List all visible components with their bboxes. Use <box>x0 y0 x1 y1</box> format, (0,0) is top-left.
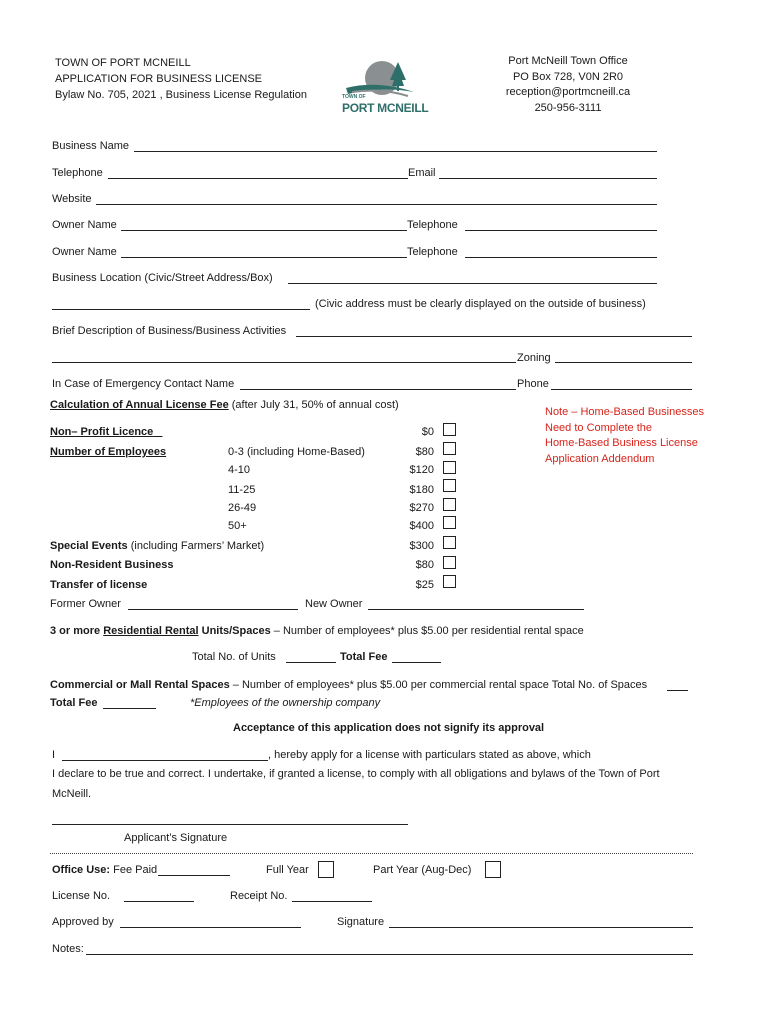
commercial-bold: Commercial or Mall Rental Spaces <box>50 679 230 691</box>
phone-label: Phone <box>517 378 549 390</box>
email-label: Email <box>408 167 436 179</box>
description-input[interactable] <box>296 336 692 337</box>
transfer-label: Transfer of license <box>50 579 148 591</box>
full-year-checkbox[interactable] <box>318 861 334 878</box>
zoning-label: Zoning <box>517 352 551 364</box>
checkbox-nonprofit[interactable] <box>443 423 456 436</box>
declaration-i: I <box>52 749 56 761</box>
applicant-signature-label: Applicant’s Signature <box>124 832 228 844</box>
fee-heading <box>50 399 399 411</box>
special-events-text: Special Events <box>50 540 128 552</box>
checkbox-4-10[interactable] <box>443 461 456 474</box>
checkbox-transfer[interactable] <box>443 575 456 588</box>
acceptance-notice: Acceptance of this application does not signify its approval <box>233 722 545 734</box>
office-phone: 250-956-3111 <box>534 101 602 114</box>
commercial-text: – Number of employees* plus $5.00 per commercial rental space Total No. of Spaces <box>232 679 648 691</box>
checkbox-50-plus[interactable] <box>443 516 456 529</box>
email-input[interactable] <box>439 178 657 179</box>
zoning-input[interactable] <box>555 362 692 363</box>
special-events-label <box>50 540 264 552</box>
special-events-note: (including Farmers’ Market) <box>130 540 265 552</box>
telephone-input[interactable] <box>108 178 408 179</box>
res-prefix: 3 or more <box>50 625 101 637</box>
fee-50-plus: $400 <box>409 520 434 532</box>
header-left <box>55 55 307 103</box>
fee-nonprofit: $0 <box>421 426 434 438</box>
location-input[interactable] <box>288 283 657 284</box>
residential-rental-line <box>50 625 584 637</box>
fee-transfer: $25 <box>415 579 434 591</box>
business-name-input[interactable] <box>134 151 657 152</box>
receipt-no-input[interactable] <box>292 901 372 902</box>
fee-heading-title: Calculation of Annual License Fee <box>50 399 229 411</box>
range-11-25: 11-25 <box>228 484 256 496</box>
port-mcneill-logo <box>338 58 429 122</box>
fee-26-49: $270 <box>409 502 434 514</box>
office-signature-input[interactable] <box>389 927 693 928</box>
range-26-49: 26-49 <box>228 502 257 514</box>
fee-paid-label: Fee Paid <box>113 864 158 876</box>
non-resident-label: Non-Resident Business <box>50 559 174 571</box>
total-spaces-input[interactable] <box>667 690 688 691</box>
former-owner-input[interactable] <box>128 609 298 610</box>
note-line-1: Note – Home-Based Businesses <box>545 406 704 418</box>
office-divider <box>50 853 693 854</box>
owner-telephone-label-1: Telephone <box>407 219 458 231</box>
commercial-total-fee-input[interactable] <box>103 708 156 709</box>
phone-input[interactable] <box>551 389 692 390</box>
owner-telephone-label-2: Telephone <box>407 246 458 258</box>
town-name: TOWN OF PORT MCNEILL <box>55 57 191 69</box>
owner-telephone-input-1[interactable] <box>465 230 657 231</box>
owner-name-label-1: Owner Name <box>52 219 117 231</box>
checkbox-11-25[interactable] <box>443 479 456 492</box>
part-year-label: Part Year (Aug-Dec) <box>373 864 472 876</box>
license-no-label: License No. <box>52 890 111 902</box>
telephone-label: Telephone <box>52 167 103 179</box>
license-no-input[interactable] <box>124 901 194 902</box>
fee-0-3: $80 <box>415 446 434 458</box>
fee-special-events: $300 <box>409 540 434 552</box>
res-bold-rest: Units/Spaces <box>201 625 271 637</box>
logo-small-text: TOWN OF <box>342 94 366 100</box>
office-use-label: Office Use: <box>52 864 111 876</box>
range-4-10: 4-10 <box>228 464 251 476</box>
new-owner-input[interactable] <box>368 609 584 610</box>
emergency-label: In Case of Emergency Contact Name <box>52 378 235 390</box>
declaration-line-2: I declare to be true and correct. I undertake, if granted a license, to comply with all obligations and bylaws of the Town of Port <box>52 768 660 780</box>
fee-11-25: $180 <box>409 484 434 496</box>
employees-note: *Employees of the ownership company <box>190 697 381 709</box>
office-box: PO Box 728, V0N 2R0 <box>512 70 624 83</box>
note-line-2: Need to Complete the <box>545 421 653 434</box>
nonprofit-label <box>50 426 162 438</box>
checkbox-0-3[interactable] <box>443 442 456 455</box>
checkbox-26-49[interactable] <box>443 498 456 511</box>
total-fee-label: Total Fee <box>340 651 388 663</box>
former-owner-label: Former Owner <box>50 598 121 610</box>
note-line-4: Application Addendum <box>545 452 655 465</box>
checkbox-non-resident[interactable] <box>443 556 456 569</box>
civic-note: (Civic address must be clearly displayed on the outside of business) <box>315 298 646 310</box>
applicant-name-input[interactable] <box>62 760 268 761</box>
owner-name-input-2[interactable] <box>121 257 407 258</box>
notes-input[interactable] <box>86 954 693 955</box>
approved-by-input[interactable] <box>120 927 301 928</box>
note-line-3: Home-Based Business License <box>545 437 698 449</box>
nonprofit-text: Non– Profit Licence <box>50 426 154 438</box>
fee-heading-note: (after July 31, 50% of annual cost) <box>231 399 399 411</box>
declaration-hereby: , hereby apply for a license with particulars stated as above, which <box>268 749 591 761</box>
website-input[interactable] <box>96 204 657 205</box>
logo-big-text: PORT MCNEILL <box>342 101 429 115</box>
commercial-rental-line <box>50 679 647 691</box>
location-label: Business Location (Civic/Street Address/Box) <box>52 272 273 284</box>
part-year-checkbox[interactable] <box>485 861 501 878</box>
location-input-2[interactable] <box>52 309 310 310</box>
signature-input[interactable] <box>52 824 408 825</box>
fee-paid-line <box>52 864 157 876</box>
range-50-plus: 50+ <box>228 520 247 532</box>
home-based-note <box>545 405 704 467</box>
owner-name-input-1[interactable] <box>121 230 407 231</box>
receipt-no-label: Receipt No. <box>230 890 288 902</box>
owner-telephone-input-2[interactable] <box>465 257 657 258</box>
bylaw-ref: Bylaw No. 705, 2021 , Business License Regulation <box>55 89 307 101</box>
office-email: reception@portmcneill.ca <box>505 86 631 98</box>
approved-by-label: Approved by <box>52 916 114 928</box>
business-name-label: Business Name <box>52 140 130 152</box>
fee-paid-input[interactable] <box>158 875 230 876</box>
res-text: – Number of employees* plus $5.00 per residential rental space <box>273 625 584 637</box>
office-signature-label: Signature <box>337 916 385 928</box>
total-units-label: Total No. of Units <box>192 651 276 663</box>
notes-label: Notes: <box>52 943 84 955</box>
form-title: APPLICATION FOR BUSINESS LICENSE <box>55 73 263 85</box>
website-label: Website <box>52 193 92 205</box>
description-input-2[interactable] <box>52 362 516 363</box>
range-0-3: 0-3 (including Home-Based) <box>228 446 365 458</box>
full-year-label: Full Year <box>266 864 309 876</box>
description-label: Brief Description of Business/Business Activities <box>52 325 287 337</box>
emergency-input[interactable] <box>240 389 516 390</box>
declaration-line-3: McNeill. <box>52 788 92 800</box>
fee-4-10: $120 <box>409 464 434 476</box>
res-underlined: Residential Rental <box>103 625 199 637</box>
owner-name-label-2: Owner Name <box>52 246 117 258</box>
header-right <box>488 54 648 116</box>
office-name: Port McNeill Town Office <box>508 55 628 67</box>
num-employees-label: Number of Employees <box>50 446 167 458</box>
total-fee-input[interactable] <box>392 662 441 663</box>
checkbox-special-events[interactable] <box>443 536 456 549</box>
new-owner-label: New Owner <box>305 598 363 610</box>
fee-non-resident: $80 <box>415 559 434 571</box>
total-units-input[interactable] <box>286 662 336 663</box>
commercial-total-fee-label: Total Fee <box>50 697 98 709</box>
